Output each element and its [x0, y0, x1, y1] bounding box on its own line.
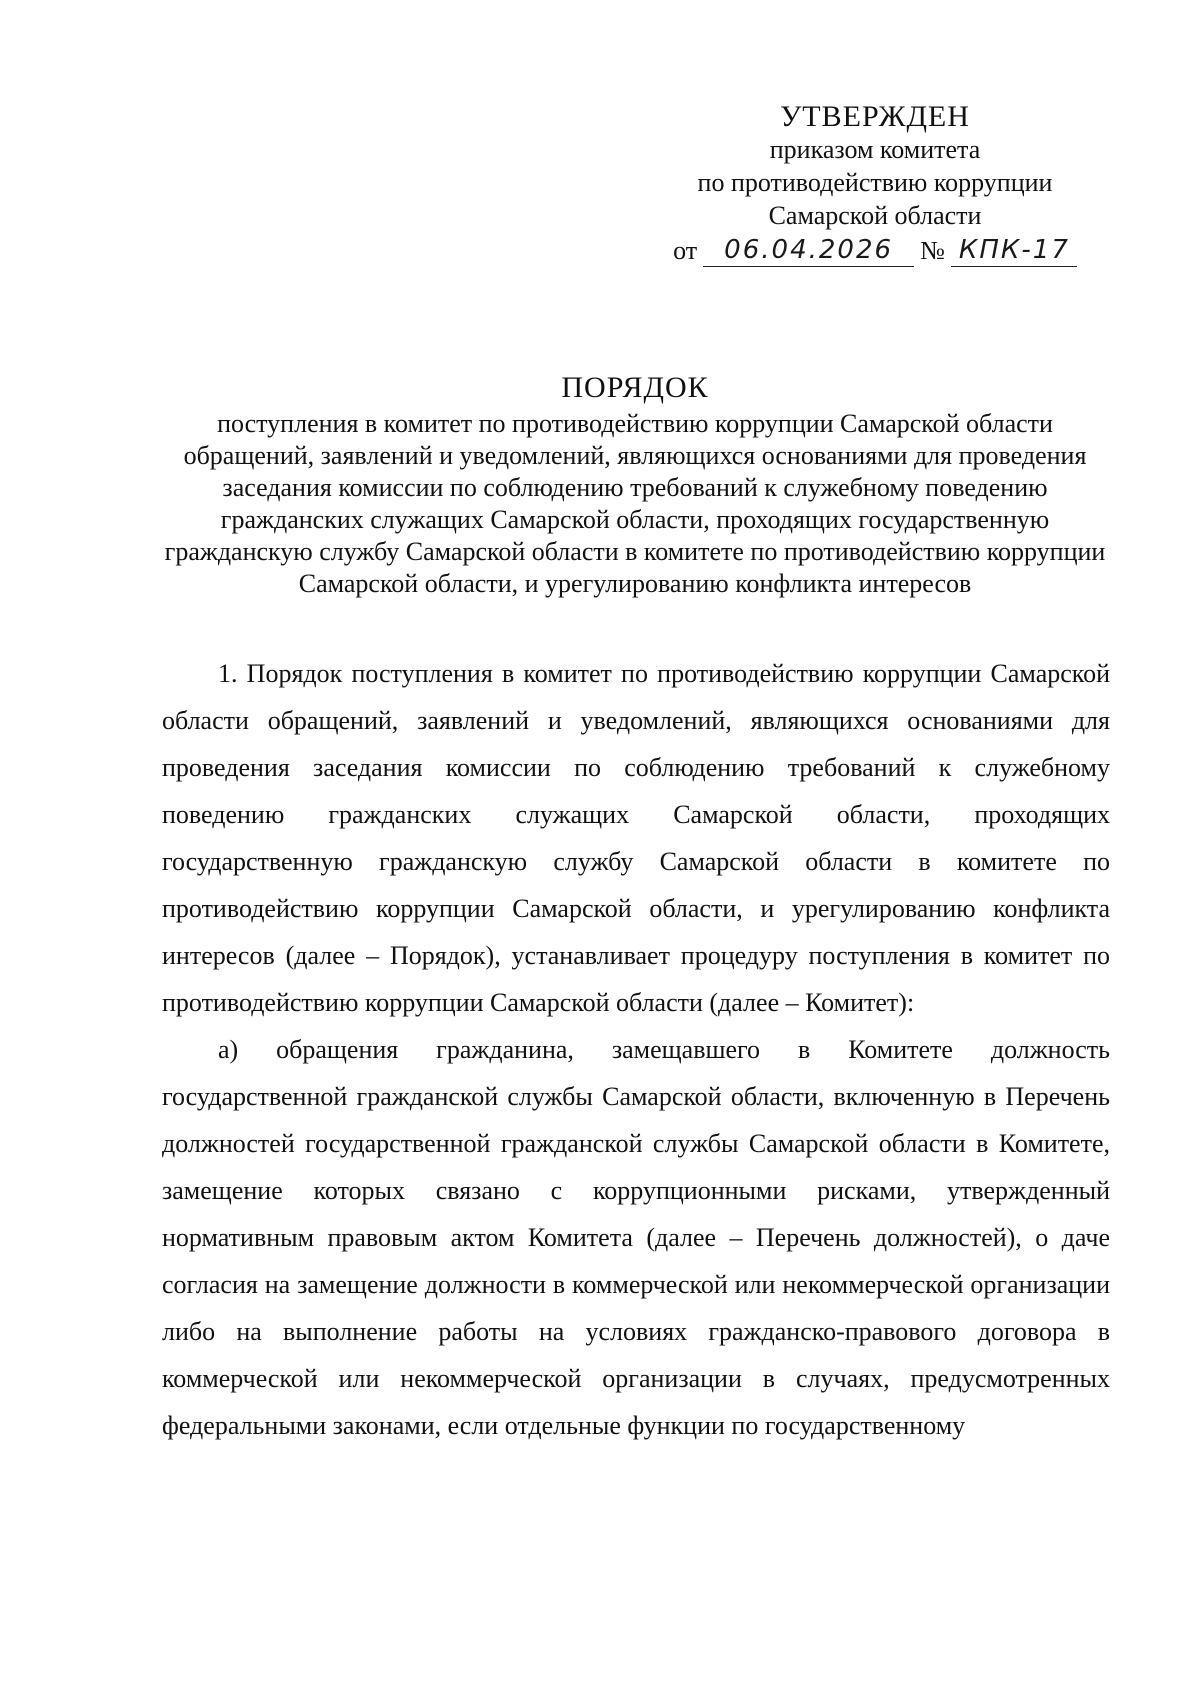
handwritten-number: КПК-17 [951, 234, 1077, 267]
approval-line-region: Самарской области [768, 201, 982, 230]
approval-block [660, 100, 1090, 267]
title-subheading: поступления в комитет по противодействию коррупции Самарской области обращений, заявлений и уведомлений, являющихся основаниями для проведения заседания комиссии по соблюдению требований к служебному поведению гражданских служащих Самарской области, проходящих государственную гражданскую службу Самарской области в комитете по противодействию коррупции Самарской области, и урегулированию конфликта интересов [164, 409, 1106, 598]
document-body [162, 650, 1110, 1449]
from-label: от [673, 236, 698, 265]
approval-heading: УТВЕРЖДЕН [780, 100, 970, 133]
paragraph-2: а) обращения гражданина, замещавшего в Комитете должность государственной гражданской службы Самарской области, включенную в Перечень должностей государственной гражданской службы Самарской области в Комитете, замещение которых связано с коррупционными рисками, утвержденный нормативным правовым актом Комитета (далее – Перечень должностей), о даче согласия на замещение должности в коммерческой или некоммерческой организации либо на выполнение работы на условиях гражданско-правового договора в коммерческой или некоммерческой организации в случаях, предусмотренных федеральными законами, если отдельные функции по государственному [162, 1035, 1110, 1440]
number-label: № [920, 236, 945, 265]
handwritten-date: 06.04.2026 [703, 234, 914, 267]
approval-date-number-line [660, 234, 1090, 267]
paragraph-1: 1. Порядок поступления в комитет по противодействию коррупции Самарской области обращений, заявлений и уведомлений, являющихся основаниями для проведения заседания комиссии по соблюдению требований к служебному поведению гражданских служащих Самарской области, проходящих государственную гражданскую службу Самарской области в комитете по противодействию коррупции Самарской области, и урегулированию конфликта интересов (далее – Порядок), устанавливает процедуру поступления в комитет по противодействию коррупции Самарской области (далее – Комитет): [162, 659, 1110, 1017]
approval-line-order: приказом комитета [769, 135, 981, 164]
title-heading: ПОРЯДОК [561, 371, 709, 404]
document-title [160, 370, 1110, 600]
approval-line-committee: по противодействию коррупции [697, 168, 1053, 197]
